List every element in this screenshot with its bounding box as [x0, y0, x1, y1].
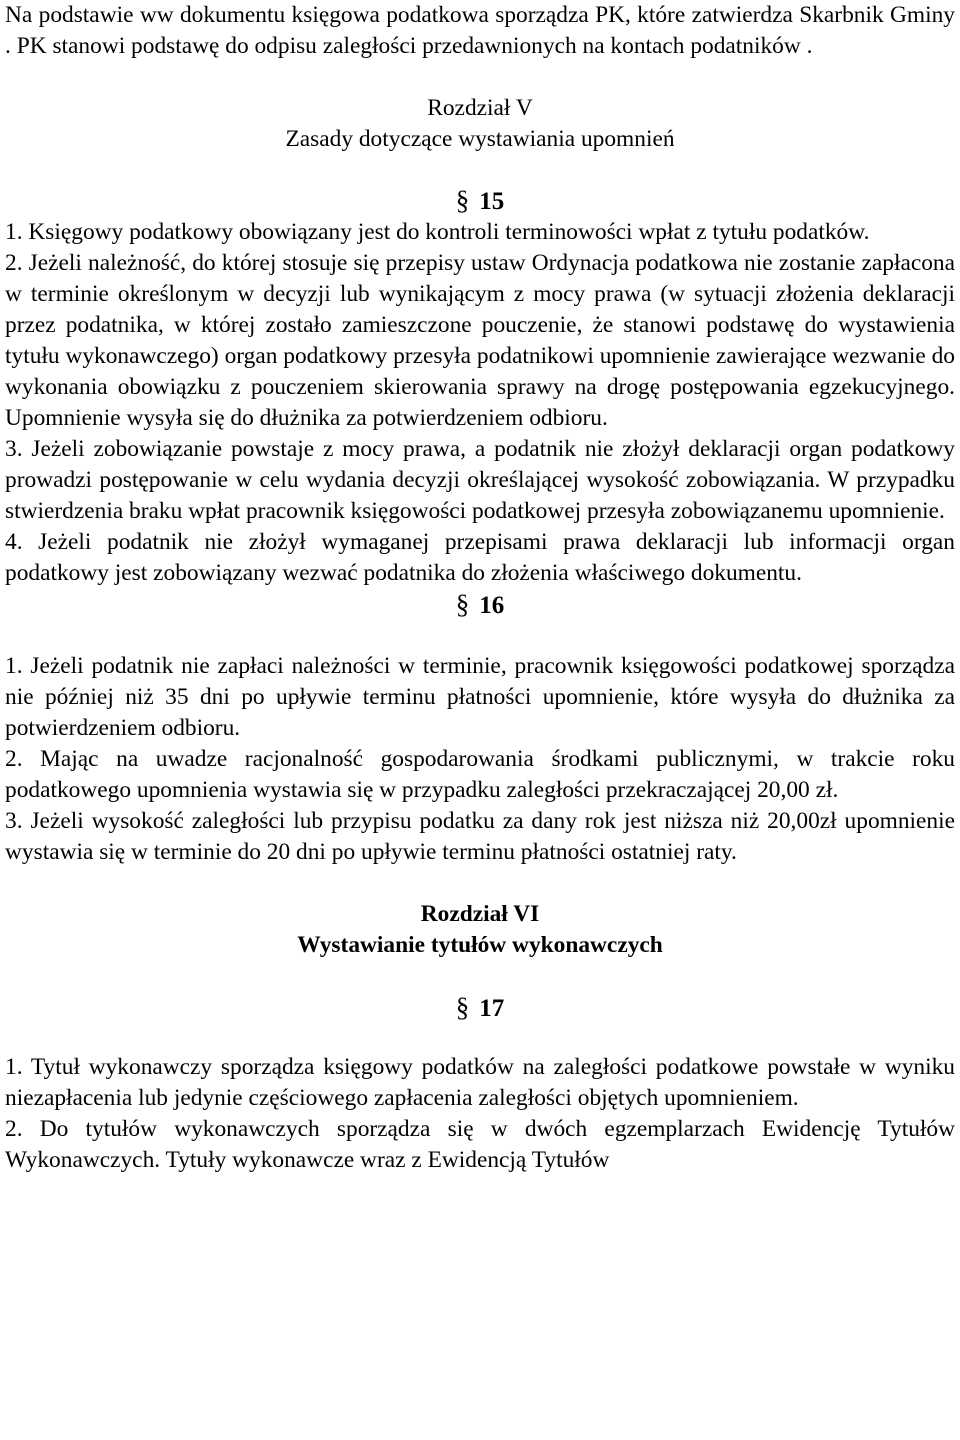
document-page: [5, 0, 955, 1176]
intro-paragraph: Na podstawie ww dokumentu księgowa podatkowa sporządza PK, które zatwierdza Skarbnik Gminy . PK stanowi podstawę do odpisu zaległości przedawnionych na kontach podatników .: [5, 2, 955, 59]
section-16-item-3: 3. Jeżeli wysokość zaległości lub przypisu podatku za dany rok jest niższa niż 20,00zł upomnienie wystawia się w terminie do 20 dni po upływie terminu płatności ostatniej raty.: [5, 808, 955, 865]
section-16-heading: [5, 589, 955, 621]
chapter-5-title: Zasady dotyczące wystawiania upomnień: [285, 126, 675, 152]
section-16-item-2: 2. Mając na uwadze racjonalność gospodarowania środkami publicznymi, w trakcie roku podatkowego upomnienia wystawia się w przypadku zaległości przekraczającej 20,00 zł.: [5, 746, 955, 803]
chapter-5-number: Rozdział V: [427, 95, 533, 121]
section-17-number: 17: [479, 995, 505, 1022]
section-16-number: 16: [479, 592, 505, 619]
chapter-6-number: Rozdział VI: [420, 901, 540, 927]
section-15-item-2: 2. Jeżeli należność, do której stosuje się przepisy ustaw Ordynacja podatkowa nie zostanie zapłacona w terminie określonym w decyzji lub wynikającym z mocy prawa (w sytuacji złożenia deklaracji przez podatnika, w której zostało zamieszczone pouczenie, że stanowi podstawę do wystawienia tytułu wykonawczego) organ podatkowy przesyła podatnikowi upomnienie zawierające wezwanie do wykonania obowiązku z pouczeniem skierowania sprawy na drogę postępowania egzekucyjnego. Upomnienie wysyła się do dłużnika za potwierdzeniem odbioru.: [5, 250, 955, 431]
section-15-heading: [5, 185, 955, 217]
section-17-item-2: 2. Do tytułów wykonawczych sporządza się w dwóch egzemplarzach Ewidencję Tytułów Wykonawczych. Tytuły wykonawcze wraz z Ewidencją Tytułów: [5, 1116, 955, 1173]
section-sign-icon: §: [455, 185, 470, 215]
section-17-item-1: 1. Tytuł wykonawczy sporządza księgowy podatków na zaległości podatkowe powstałe w wyniku niezapłacenia lub jedynie częściowego zapłacenia zaległości objętych upomnieniem.: [5, 1054, 955, 1111]
section-15-item-4: 4. Jeżeli podatnik nie złożył wymaganej przepisami prawa deklaracji lub informacji organ podatkowy jest zobowiązany wezwać podatnika do złożenia właściwego dokumentu.: [5, 529, 955, 586]
section-sign-icon: §: [455, 992, 470, 1022]
chapter-6-heading: [5, 899, 955, 961]
section-15-number: 15: [479, 188, 505, 215]
chapter-5-heading: [5, 93, 955, 155]
section-16-item-1: 1. Jeżeli podatnik nie zapłaci należności w terminie, pracownik księgowości podatkowej sporządza nie później niż 35 dni po upływie terminu płatności upomnienie, które wysyła do dłużnika za potwierdzeniem odbioru.: [5, 653, 955, 741]
section-15-item-3: 3. Jeżeli zobowiązanie powstaje z mocy prawa, a podatnik nie złożył deklaracji organ podatkowy prowadzi postępowanie w celu wydania decyzji określającej wysokość zobowiązania. W przypadku stwierdzenia braku wpłat pracownik księgowości podatkowej przesyła zobowiązanemu upomnienie.: [5, 436, 955, 524]
chapter-6-title: Wystawianie tytułów wykonawczych: [297, 932, 663, 958]
section-15-item-1: 1. Księgowy podatkowy obowiązany jest do kontroli terminowości wpłat z tytułu podatków.: [5, 219, 870, 245]
section-sign-icon: §: [455, 589, 470, 619]
section-17-heading: [5, 992, 955, 1024]
